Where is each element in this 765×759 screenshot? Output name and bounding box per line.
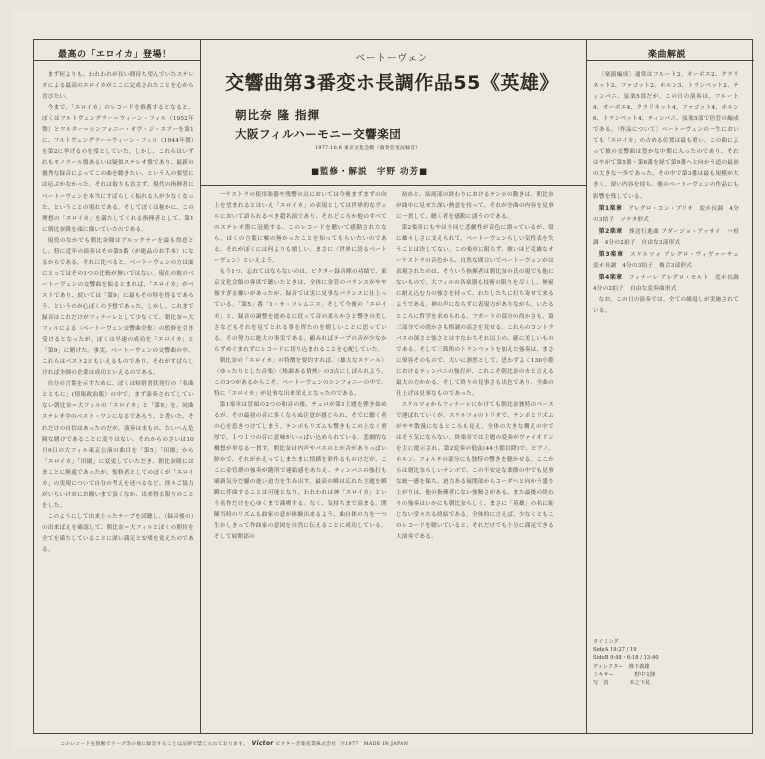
conductor-credit: 朝比奈 隆 指揮: [235, 108, 321, 122]
left-paragraph: このようにして出来上ったテープを試聴し、（録音後の）の出来ばえを確認して、朝比奈＝大フィルとぼくの期待を全てを満たしていることに深い満足と安堵を覚えたのである。: [42, 513, 194, 554]
copyright-year: Ⓟ1977 MADE IN JAPAN: [340, 742, 409, 747]
middle-paragraph: スケルツォからフィナーレにかけても朝比奈独特のペースで運ばれていくが、スケルツォのトリオで、テンポとリズムがやや散漫になるところも見え、全体の大きな構えの中ではそう気にならない。終楽章では主題の変奏がヴァイオリンを主に提示され、第2変奏の低弦(44小節以降)で、ピアノ、ホルン、フォルテの部分にも独特の響きを聴かせる。ここからは朝比奈らしいテンポで、この不安定な楽節の中でも見事な統一感を保ち、迫力ある展開部からコーダへと向かう盛り上がりは、他の指揮者にない強靭さがある。また最後の終わりの強奏はいかにも朝比奈らしく、まさに「英雄」の名に恥じない堂々たる終結である。全体的に言えば、少なくともこのレコードを聴いていると、それだけでも十分に満足できる大演奏である。: [396, 401, 554, 541]
movement-1: [593, 203, 739, 226]
credit-line: SideA 19:27 / 19: [593, 647, 637, 654]
company-name: ビクター音楽産業株式会社: [275, 742, 337, 747]
movement-label: 第2楽章: [598, 227, 623, 235]
middle-paragraph: 第2楽章にもやはり同じ悲劇性が音色に漂っているが、常に雄々しさに支えられて、ベートーヴェンらしい気性表を失うことは決してない。この楽章に限らず、敏いほど克雄なオーケストラの音色から、自然な間合いでベートーヴェンがは表現されたのは、そういう指揮者は朝比奈の氏の現でも他にないもので、大フィルの各楽器も技術の限りを尽くし、無窮に耐え込む力の強さを持って、わたしたちに打ち寄せて来るようである。神の声にならずに表現力がありながら、いたるところに哲学を求められる。フガートの部分の尚かさも、第三部分での尚かさも格調の高さを見せる。これらのコントラバスの深さと強さとはすなわちそれ以上の、確に美しいものである。そして三箇所のトランペットを加えた強奏は、まさに偉容そのもので、大いに凛然として、思わずよく130小節におけるティンパニの強打が、これこそ朝比奈のカと言える最大の力かかる、そして終りの見事さも出色であり、全曲の仕上げは見事なものであった。: [396, 225, 554, 397]
movement-label: 第1楽章: [598, 204, 623, 212]
right-intro: 〔楽器編成〕通常はフルート2、オーボエ2、クラリネット2、ファゴット2、ホルン3、トランペット2、ティンパニ、弦楽5部だが、この日の演奏は、フルート4、オーボエ4、クラリネット4、ファゴット4、ホルン6、トランペット4、ティンパニ、弦楽5部で倍管の編成である。〔作品について〕ベートーヴェンの一生においても「エロイカ」の占める位置は最も重い。この曲によって彼の交響曲は豊かな中期に入ったのであり、それはやがて第5番・第6番を経て第9番へと向かう道の最初の大きな一歩であった。その中で第3番は最も規模が大きく、深い内容を持ち、後のベートーヴェンの作品にも影響を残している。: [593, 72, 739, 200]
middle-column-2: [396, 190, 554, 710]
orchestra-credit: 大阪フィルハーモニー交響楽団: [235, 127, 402, 141]
movement-text: スケルツォ アレグロ・ヴィヴァーチェ 変ホ長調 4分の3拍子 複合3部形式: [593, 251, 745, 269]
timing-credits: [593, 638, 739, 687]
left-box-title: 最高の「エロイカ」登場！: [58, 50, 172, 60]
victor-logo: Victor: [251, 740, 274, 747]
movement-2: [593, 226, 739, 249]
credit-line: ディレクター 篠下義雄: [593, 663, 650, 670]
movement-label: 第4楽章: [598, 273, 623, 281]
left-paragraph: 自分の言葉を示すために、ぼくは帰借書状発行の「名曲とともに」(情報政治版）の中で、まず演奏されてしていない朝比奈＝大フィルの「エロイカ」と「第9」を、同曲ステレオ中のベスト・ワンになるであろう、と書いた。それだけの自信はあったのだが、演奏は水もの、たいへん危険な賭けであることに変りはない。それからのさいは10月6日の大フィル東京公演の曲目を「第5」「田園」から「エロイカ」「田園」に変更していただき、朝比奈隆にはまことに無遠であったが、監修者としてのぼくが「エロイカ」の実現について自分の考えを述べるなど、徐々ご協力がいちいけおにお願いまで頂くなか、出来得る限りのことをした。: [42, 381, 194, 509]
right-box-title: 楽曲解説: [648, 50, 687, 60]
divider-left-title: [34, 60, 200, 61]
divider-right-title: [586, 60, 754, 61]
right-outro: なお、この日の演奏では、全ての繰返しが実施されている。: [593, 296, 739, 314]
movement-label: 第3楽章: [598, 250, 624, 258]
left-paragraph: 今まで、「エロイカ」のレコードを推薦するとなると、ぼくはフルトヴェングラー＝ウィーン・フィル（1952年盤）とワルター＝シンフォニー・オヴ・ジ・エアーを第1に、フルトヴェングラー＝ウィーン・フィル（1944年盤）を第2に挙げるのを常としていた。しかし、これらはいずれもモノラール盤あるいは疑似ステレオ盤であり、最新の優秀な録音によってこの曲を聴きたい、という人の要望には応ぶかなかった。それは取りも直さず、現代の指揮者にベートーヴェンを本当にすばらしく振れる人が少なくなった、ということの現れである。そしてぼくは秘かに、この理想の「エロイカ」を満たしてくれる指揮者として、第1に朝比奈隆を頭に描いていたのである。: [42, 105, 194, 233]
right-column-text: [593, 70, 745, 490]
supervision-credit: ■監修・解説 宇野 功芳■: [311, 167, 429, 177]
album-title: 交響曲第3番変ホ長調作品55《英雄》: [225, 72, 559, 94]
left-paragraph: まず何よりも、われわれが長い間待ち望んでいたステレオによる最高のエロイカがここに完成されたことを心から喜びたい。: [42, 72, 194, 101]
credit-line: ミキサー 野中文隆: [593, 671, 656, 678]
divider-right: [586, 40, 587, 733]
left-column-text: [42, 70, 194, 710]
movement-text: フィナーレ アレグロ・モルト 変ホ長調 4分の2拍子 自由な変奏曲形式: [593, 274, 745, 292]
copyright-notice: このレコードを無断でテープ等の他に録音することは法律で禁じられております。: [60, 742, 248, 747]
recording-note: 1977.10.6 東京文化会館（演奏会実況録音）: [315, 146, 421, 151]
divider-left: [200, 40, 201, 733]
footer: [60, 740, 740, 747]
left-paragraph: 現役のなかでも朝比奈隆はブルックナーを最も得意とし、特に近年の演奏はその第5番（が絶品のお手本）になるからである。それに比べると、ベートーヴェンの方は面にとってはその1つの比較が無いではない。現在の彼のベートーヴェンの交響曲を振るとまれば、「エロイカ」がベストであり、続いては「第9」に最もその特を得るであろう、というのが心ぼくの予想であった。しかし、これまで録音はこれだけがフィナーレとして少なくて、朝比奈＝大フィルによる〈ベートーヴェン交響曲全集〉の監修を引き受けるとなったが、ぼくは早速の成功を「エロイカ」と「第9」に賭けた。事実、ベートーヴェンの交響曲の中、これらはベスト2ともいえるものであり、それがすばらしければ全師の企業は成功といえるのである。: [42, 237, 194, 377]
composer-name: ベートーヴェン: [355, 53, 429, 64]
credit-line: 写 真 木之下晃: [593, 680, 651, 687]
middle-column-1: [214, 190, 387, 710]
middle-paragraph: 初めと、結尾部の終わりにおけるテンポの動きは、朝比奈が曲中に見せた深い熱意を持って、それが全曲の内容を見事に一貫して、聴く者を感動に誘うのである。: [396, 192, 554, 221]
movement-4: [593, 272, 745, 295]
credit-line: タイミング: [593, 639, 619, 645]
middle-paragraph: もう1つ、忘れてはならないのは、ビクター録音陣の功績で、東京文化会館の客席で聴いたときは、全体に金管のバランスがやや強すぎる嫌いがあったが、録音では実に見事なバランスに仕上っている。「第5」番「1・サ・ソレムニス」そして今後の「エロイカ」と、録音の調整を進めるに従って音の柔らかさと響きの美しさなどもそれを見てとれる事を得たのを嬉しいことに思っている。その努力に絶大の事実である。顧みればテープの音が少なからずめぐまれずにレコードに切り込まれることを心配していた。: [214, 269, 387, 353]
movement-text: 葬送行進曲 アダージョ・アッサイ ハ短調 4分の2拍子 自由な3部形式: [593, 228, 739, 246]
middle-paragraph: 第1楽章は冒頭の2つの和音の後、チェロが第1主題を弾き始めるが、その最初の音に多くならぬ注意が感じられ、そでに聴く者の心を惹きつけてしまう。テンポもリズムも響きもこの上なく重厚で、１つ１つの音に意味がいっぱい込められている。悲劇的な構想が単なる一貫す。朝比奈は内声やバスのとが音がありっぱい鮮かで、それがかえってしまたまに情緒を彩作るものけだが、ここに金管群の強奏が随所で連絡感をあたえ、ティンパニの強打も刷新気分だ騒の進い迫力を生み出す。最高の瞬は広れた主題を瞬瞬に伴曲することは可能となり、われわれは神「エロイカ」という名作だけを心ゆくまで満喫する。なく、気持ちまで高まる。開陳当時のリズムも曲家の意が体験出来るよう、曲自体の力を一つ生かしきって作曲家の意図を自然に伝えることに成功している。そして展開部の: [214, 401, 387, 541]
movement-3: [593, 249, 745, 272]
movement-text: アレグロ・コン・ブリオ 変ホ長調 4分の3拍子 ソナタ形式: [593, 205, 739, 223]
middle-paragraph: 一ケストラの使用楽器や残響の点においては今後まずまずの向上を望まれるとはいえ「エロイカ」の表現としては世界的なヴェルにおいて語られるべき超名演であり、それどころか他のすべてのステレオ盤に冠絶する。このレコードを聴いて感動されたなら、ほくの言葉に嘘の無かったことを知ってもらいたいのである。それがぼくには何よりも嬉しい。まさに〈世界に誇るベートーヴェン〉といえよう。: [214, 192, 387, 265]
credit-line: SideB 9:48・6:18 / 13:40: [593, 655, 659, 662]
middle-paragraph: 朝比奈の「エロイカ」の特徴を要約すれば、〈雄大なスケール〉〈ゆったりとした音楽〉〈格調ある情熱〉の3点にしぼられよう。この3つがあるからこそ、ベートーヴェンのシンフォニーの中で、特に「エロイカ」が見事な出来栄えとなったのである。: [214, 357, 387, 397]
divider-header: [200, 185, 586, 186]
